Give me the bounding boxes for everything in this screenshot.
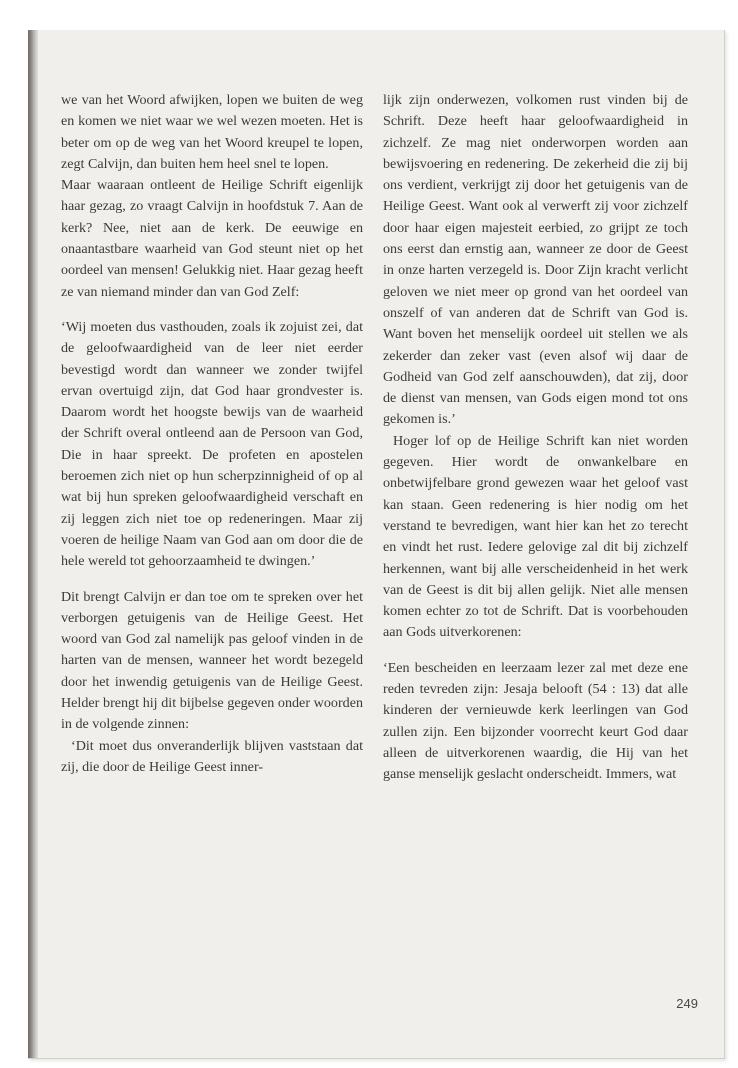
paragraph: Maar waaraan ontleent de Heilige Schrift eigenlijk haar gezag, zo vraagt Calvijn in hoofdstuk 7. Aan de kerk? Nee, niet aan de kerk. De eeuwige en onaantastbare waarheid van God steunt niet op het oordeel van mensen! Gelukkig niet. Haar gezag heeft ze van niemand minder dan van God Zelf: [61, 177, 363, 300]
block-quote: ‘Een bescheiden en leerzaam lezer zal met deze ene reden tevreden zijn: Jesaja belooft (54 : 13) dat alle kinderen der vernieuwde kerk leerlingen van God zullen zijn. Een bijzonder voorrecht keurt God daar alleen de uitverkorenen waardig, die Hij van het ganse menselijk geslacht onderscheidt. Immers, wat [383, 659, 688, 783]
paragraph: Hoger lof op de Heilige Schrift kan niet worden gegeven. Hier wordt de onwankelbare en onbetwijfelbare grond gewezen waar het geloof vast kan staan. Geen redenering is hier nodig om het verstand te bevredigen, want hier kan het zo terecht en vindt het rust. Iedere gelovige zal dit bij zichzelf herkennen, want bij alle verscheidenheid in het werk van de Geest is dit bij allen gelijk. Niet alle mensen komen echter zo tot de Schrift. Dat is voorbehouden aan Gods uitverkorenen: [383, 432, 688, 641]
paragraph: Dit brengt Calvijn er dan toe om te spreken over het verborgen getuigenis van de Heilige Geest. Het woord van God zal namelijk pas geloof vinden in de harten van de mensen, wanneer het wordt bezegeld door het inwendig getuigenis van de Heilige Geest. Helder brengt hij dit bijbelse gegeven onder woorden in de volgende zinnen: [61, 588, 363, 733]
book-page [28, 30, 725, 1059]
block-quote: ‘Dit moet dus onveranderlijk blijven vaststaan dat zij, die door de Heilige Geest inner- [61, 737, 363, 775]
block-quote: ‘Wij moeten dus vasthouden, zoals ik zojuist zei, dat de geloofwaardigheid van de leer niet eerder bevestigd wordt dan wanneer we zonder twijfel ervan overtuigd zijn, dat God haar grondvester is. Daarom wordt het hoogste bewijs van de waarheid der Schrift overal ontleend aan de Persoon van God, Die in haar spreekt. De profeten en apostelen beroemen zich niet op hun scherpzinnigheid of op al wat bij hun spreken geloofwaardigheid verschaft en zij leggen zich niet toe op redeneringen. Maar zij voeren de heilige Naam van God aan om door die de hele wereld tot gehoorzaamheid te dwingen.’ [61, 318, 363, 570]
block-quote: lijk zijn onderwezen, volkomen rust vinden bij de Schrift. Deze heeft haar geloofwaardigheid in zichzelf. Ze mag niet onderworpen worden aan bewijsvoering en redenering. De zekerheid die zij bij ons verdient, verkrijgt zij door het getuigenis van de Heilige Geest. Want ook al verwerft zij voor zichzelf door haar eigen majesteit eerbied, zo grijpt ze toch ons eerst dan ernstig aan, wanneer ze door de Geest in onze harten verzegeld is. Door Zijn kracht verlicht geloven we niet meer op grond van het oordeel van onszelf of van anderen dat de Schrift van God is. Want boven het menselijk oordeel uit stellen we als zekerder dan zeker vast (even alsof wij daar de Godheid van God zelf aanschouwden), dat zij, door de dienst van mensen, van Gods eigen mond tot ons gekomen is.’ [383, 92, 688, 428]
page-number: 249 [676, 996, 698, 1011]
right-text-column [383, 90, 688, 800]
left-text-column [61, 90, 363, 792]
paragraph: we van het Woord afwijken, lopen we buiten de weg en komen we niet waar we wel wezen moeten. Het is beter om op de weg van het Woord kreupel te lopen, zegt Calvijn, dan buiten hem heel snel te lopen. [61, 92, 363, 172]
book-spine-shadow [28, 30, 38, 1058]
